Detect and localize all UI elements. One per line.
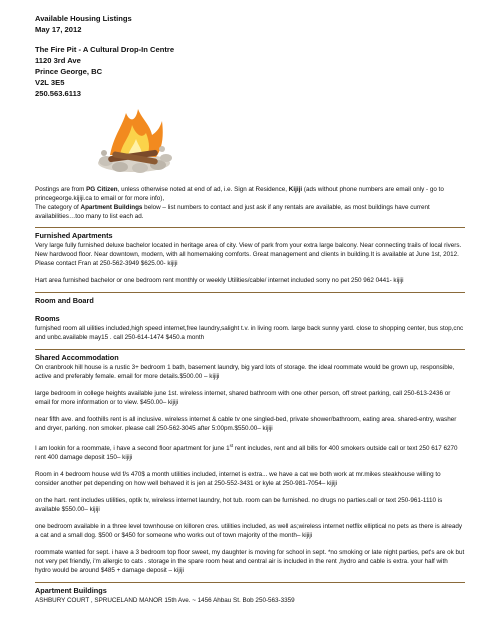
listing-text-part: I am lookin for a roommate, i have a second floor apartment for june 1 — [35, 445, 230, 452]
intro-text-part: Postings are from — [35, 186, 87, 193]
apartment-buildings-label: Apartment Buildings — [80, 204, 143, 211]
document-header — [35, 13, 465, 99]
intro-text-part: , unless otherwise noted at end of ad, i.e. Sign at Residence, — [117, 186, 289, 193]
section-heading-furnished: Furnished Apartments — [35, 227, 465, 241]
listing-item: Very large fully furnished deluxe bachelor located in heritage area of city. View of park from your extra large balcony. Near connecting trails of local rivers. New hardwood floor. Near downtown, modern, with all homemaking comforts. Great management and clients in building.It is available at June 1st, 2012. Please contact Fran at 250-562-3949 $625.00- kijiji — [35, 242, 462, 267]
document-date: May 17, 2012 — [35, 25, 82, 34]
ordinal-suffix: st — [229, 443, 234, 448]
campfire-logo-icon — [92, 105, 176, 175]
pg-citizen-label: PG Citizen — [86, 186, 118, 193]
listing-item: near fifth ave. and foothills rent is all inclusive. wireless internet & cable tv one singled-bed, private shower/bathroom, eating area. shared-entry, washer and dryer, parking. non smoker. please call 250-562-3045 after 5:00pm.$550.00– kijiji — [35, 416, 457, 432]
listing-item: Room in 4 bedroom house w/d f/s 470$ a month utilities included, internet is extra... we have a cat we both work at mr.mikes steakhouse willing to consider another pet depending on how well behaved it is jen at 250-552-3431 or kyle at 250-981-7054– kijiji — [35, 471, 441, 487]
listing-item: ASHBURY COURT , SPRUCELAND MANOR 15th Ave. ~ 1456 Ahbau St. Bob 250-563-3359 — [35, 597, 295, 604]
org-postal: V2L 3E5 — [35, 78, 65, 87]
org-phone: 250.563.6113 — [35, 89, 82, 98]
org-street: 1120 3rd Ave — [35, 56, 81, 65]
listing-item — [35, 441, 465, 462]
intro-paragraph-sources — [35, 185, 465, 203]
section-heading-apartments: Apartment Buildings — [35, 582, 465, 596]
listing-item: roommate wanted for sept. i have a 3 bedroom top floor sweet, my daughter is moving for school in sept. *no smoking or late night parties, pet's are ok but not very pet friendly, i'm allergic to cats . storage in the spare room heat and central air is included in the rent ,hydro and cable is extra. your half with hydro would be around $485 + damage deposit – kijiji — [35, 549, 465, 574]
document-title: Available Housing Listings — [35, 14, 132, 23]
listing-item: On cranbrook hill house is a rustic 3+ bedroom 1 bath, basement laundry, big yard lots of storage. the ideal roommate would be grown up, responsible, active and preferably female. email for more details.$500.00 – kijiji — [35, 364, 455, 380]
section-heading-shared: Shared Accommodation — [35, 349, 465, 363]
listing-item: Hart area furnished bachelor or one bedroom rent monthly or weekly Utilities/cable/ internet included sorry no pet 250 962 0441- kijiji — [35, 277, 404, 284]
intro-paragraph-apartments — [35, 203, 465, 221]
kijiji-label: Kijiji — [288, 186, 303, 193]
listing-item: large bedroom in college heights available june 1st. wireless internet, shared bathroom with one other person, off street parking, call 250-613-2436 or email for more information or to view. $450.00– kijiji — [35, 390, 451, 406]
section-heading-room-board: Room and Board — [35, 292, 465, 306]
listing-item: one bedroom available in a three level townhouse on killoren cres. utilities included, as well as;wireless internet netflix elliptical no pets as there is already a cat and a small dog. $500 or $450 for someone who works out of town majority of the month– kijiji — [35, 523, 463, 539]
listing-item: furnjshed room all uilities included,high speed internet,free laundry,salight t.v. in living room. large back sunny yard. close to shopping center, bus stop,cnc and unbc.available may15 . call 250-614-1474 $450.a month — [35, 325, 464, 341]
org-name: The Fire Pit - A Cultural Drop-In Centre — [35, 45, 175, 54]
listing-item: on the hart. rent includes utilities, optik tv, wireless internet laundry, hot tub. room can be furnished. no drugs no parties.call or text 250-961-1110 is available $550.00– kijiji — [35, 497, 443, 513]
intro-text — [35, 185, 465, 221]
org-city: Prince George, BC — [35, 67, 103, 76]
intro-text-part: (ads without phone numbers are email only - go to princegeorge.kijiji.ca to email or for more info), — [35, 186, 444, 202]
listing-text-part: rent includes, rent and all bills for 400 smokers outside call or text 250 617 6270 rent 400 damage deposit 150– kijiji — [35, 445, 458, 461]
intro-text-part: below – list numbers to contact and just ask if any rentals are available, as most buildings have current availabilities…too many to list each ad. — [35, 204, 430, 220]
document-page — [35, 0, 465, 605]
section-heading-rooms: Rooms — [35, 314, 60, 323]
intro-text-part: The category of — [35, 204, 81, 211]
